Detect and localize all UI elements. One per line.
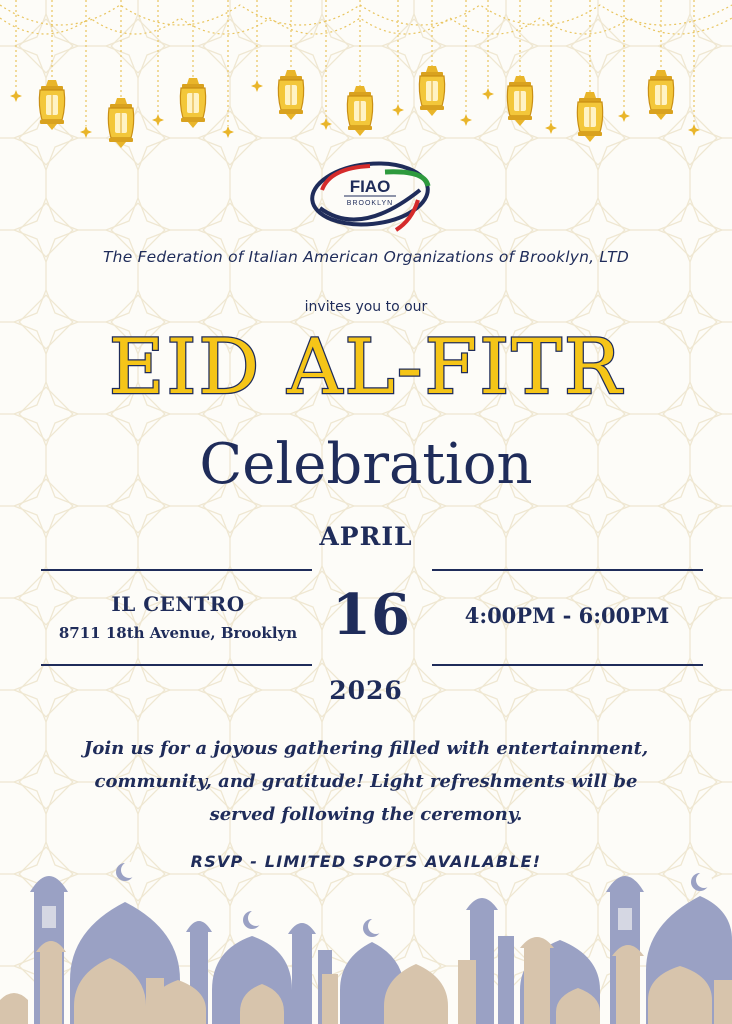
event-subtitle: Celebration [199,432,533,497]
logo-emblem [300,150,440,240]
logo-subtext: BROOKLYN [346,200,394,207]
event-title: EID AL-FITR [108,322,624,411]
event-description: Join us for a joyous gathering filled with entertainment, community, and gratitude! Light refreshments will be served following the ceremony. [83,738,649,825]
venue-block [38,592,318,642]
divider-bottom-left [41,664,312,666]
lantern-icon [39,66,673,148]
invite-line: invites you to our [304,299,428,315]
event-time: 4:00PM - 6:00PM [464,603,670,628]
event-day: 16 [332,582,410,648]
rsvp-note: RSVP - LIMITED SPOTS AVAILABLE! [190,852,542,871]
event-month: APRIL [319,522,413,551]
divider-top-right [432,569,703,571]
event-year: 2026 [329,676,403,705]
mosque-skyline [0,850,732,1024]
fiao-logo [300,150,440,240]
organization-name: The Federation of Italian American Organizations of Brooklyn, LTD [103,248,629,266]
logo-text: FIAO [349,177,391,196]
venue-address: 8711 18th Avenue, Brooklyn [58,624,298,642]
divider-bottom-right [432,664,703,666]
divider-top-left [41,569,312,571]
venue-name: IL CENTRO [111,592,245,616]
lantern-garland [0,0,732,160]
